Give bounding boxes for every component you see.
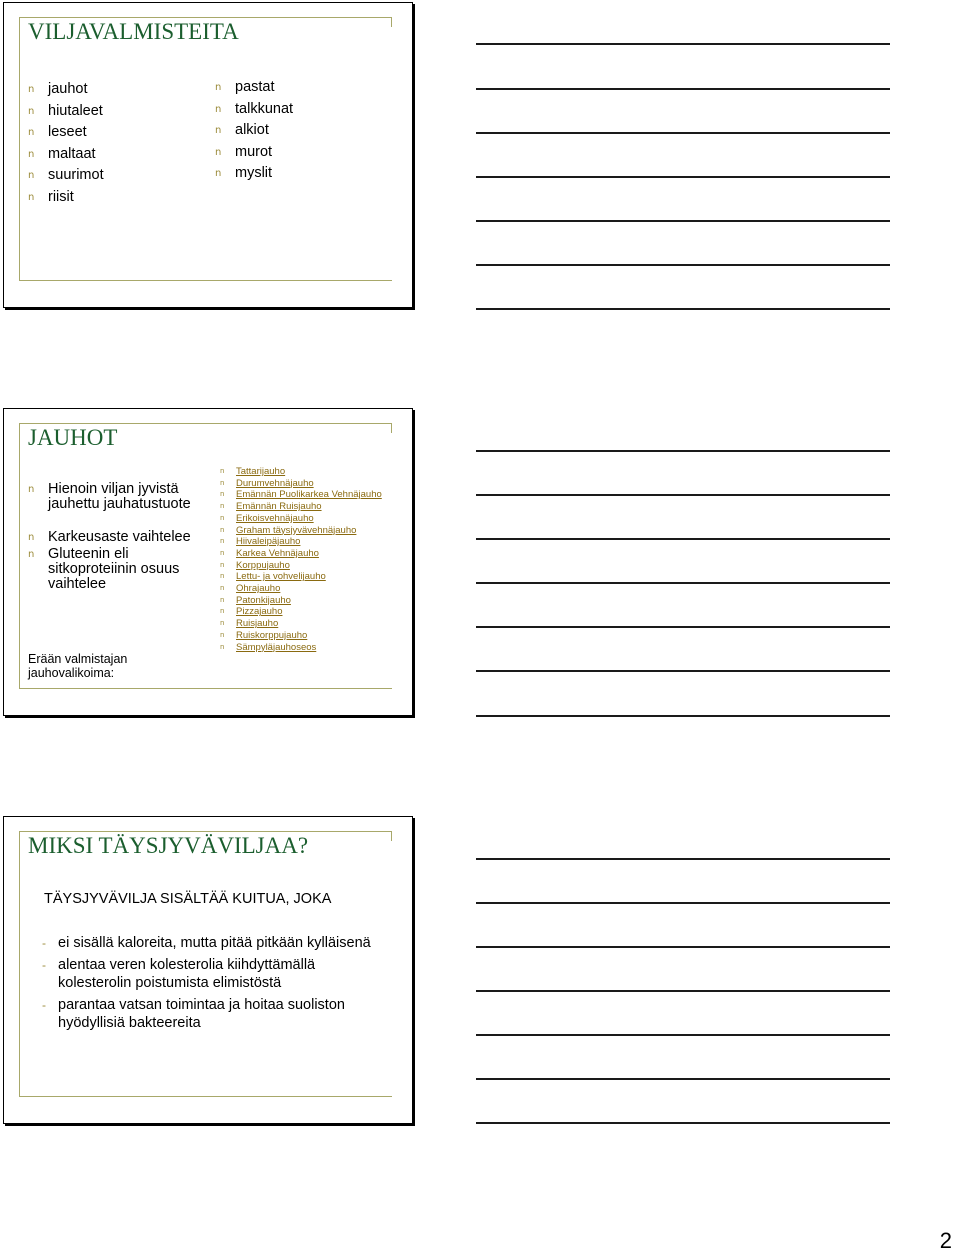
list-item: n myslit: [215, 163, 293, 185]
note-line: [476, 626, 890, 628]
flour-link[interactable]: Emännän Ruisjauho: [236, 501, 322, 513]
list-item: [220, 583, 382, 595]
slide-footer-line: [19, 688, 392, 689]
caption: Erään valmistajan jauhovalikoima:: [28, 652, 128, 680]
slide-footer-line: [19, 280, 392, 281]
bullet-list-left: [28, 79, 104, 208]
slide-subtitle: TÄYSJYVÄVILJA SISÄLTÄÄ KUITUA, JOKA: [44, 891, 332, 907]
slide-title: MIKSI TÄYSJYVÄVILJAA?: [28, 833, 309, 858]
slide-title: JAUHOT: [28, 425, 118, 450]
list-item: [220, 525, 382, 537]
flour-link[interactable]: Ruisjauho: [236, 618, 279, 630]
flour-link[interactable]: Hiivaleipäjauho: [236, 536, 301, 548]
list-item: [220, 618, 382, 630]
flour-link[interactable]: Ruiskorppujauho: [236, 629, 308, 641]
list-item: n riisit: [28, 187, 104, 209]
note-line: [476, 264, 890, 266]
list-item: n jauhot: [28, 79, 104, 101]
note-line: [476, 308, 890, 310]
slide-footer-line: [19, 1096, 392, 1097]
slide-title: VILJAVALMISTEITA: [28, 19, 239, 44]
list-item: n suurimot: [28, 165, 104, 187]
note-line: [476, 670, 890, 672]
dash-list: [42, 934, 392, 1036]
note-line: [476, 43, 890, 45]
note-line: [476, 1122, 890, 1124]
list-item: n maltaat: [28, 144, 104, 166]
list-item: [220, 571, 382, 583]
flour-link[interactable]: Lettu- ja vohvelijauho: [236, 571, 326, 583]
page-number: 2: [939, 1228, 952, 1253]
list-item: n pastat: [215, 77, 293, 99]
list-item: n hiutaleet: [28, 101, 104, 123]
flour-link-list: [220, 466, 382, 653]
list-item: [220, 501, 382, 513]
list-item: [220, 630, 382, 642]
note-line: [476, 176, 890, 178]
list-item: [220, 595, 382, 607]
flour-link[interactable]: Korppujauho: [236, 559, 290, 571]
note-line: [476, 450, 890, 452]
list-item: n Hienoin viljan jyvistä jauhettu jauhatustuote: [28, 482, 203, 512]
list-item: [220, 536, 382, 548]
note-line: [476, 494, 890, 496]
flour-link[interactable]: Erikoisvehnäjauho: [236, 512, 314, 524]
flour-link[interactable]: Patonkijauho: [236, 594, 291, 606]
list-item: n Karkeusaste vaihtelee: [28, 530, 203, 545]
bullet-list-main: [28, 482, 203, 592]
slide-miksi-taysjyvaviljaa: [3, 816, 413, 1124]
flour-link[interactable]: Sämpyläjauhoseos: [236, 641, 317, 653]
flour-link[interactable]: Durumvehnäjauho: [236, 477, 314, 489]
flour-link[interactable]: Tattarijauho: [236, 466, 286, 477]
list-item: n alkiot: [215, 120, 293, 142]
flour-link[interactable]: Emännän Puolikarkea Vehnäjauho: [236, 489, 382, 501]
note-line: [476, 132, 890, 134]
list-item: [220, 478, 382, 490]
list-item: [220, 642, 382, 654]
list-item: [220, 560, 382, 572]
slide-jauhot: [3, 408, 413, 716]
flour-link[interactable]: Graham täysjyvävehnäjauho: [236, 524, 357, 536]
note-line: [476, 220, 890, 222]
list-item: n murot: [215, 142, 293, 164]
note-line: [476, 990, 890, 992]
note-line: [476, 88, 890, 90]
list-item: [220, 466, 382, 478]
flour-link[interactable]: Ohrajauho: [236, 583, 281, 595]
list-item: - ei sisällä kaloreita, mutta pitää pitkään kylläisenä: [42, 934, 392, 952]
list-item: [220, 548, 382, 560]
list-item: n Gluteenin eli sitkoproteiinin osuus vaihtelee: [28, 547, 203, 592]
list-item: [220, 489, 382, 501]
list-item: - parantaa vatsan toimintaa ja hoitaa suoliston hyödyllisiä bakteereita: [42, 996, 392, 1032]
list-item: n leseet: [28, 122, 104, 144]
flour-link[interactable]: Karkea Vehnäjauho: [236, 547, 319, 559]
list-item: [220, 513, 382, 525]
list-item: - alentaa veren kolesterolia kiihdyttämällä kolesterolin poistumista elimistöstä: [42, 956, 392, 992]
note-line: [476, 538, 890, 540]
list-item: n talkkunat: [215, 99, 293, 121]
bullet-list-right: [215, 77, 293, 185]
flour-link[interactable]: Pizzajauho: [236, 606, 283, 618]
note-line: [476, 858, 890, 860]
note-line: [476, 1078, 890, 1080]
note-line: [476, 715, 890, 717]
note-line: [476, 946, 890, 948]
list-item: [220, 606, 382, 618]
note-line: [476, 582, 890, 584]
slide-viljavalmisteita: [3, 2, 413, 308]
note-line: [476, 902, 890, 904]
note-line: [476, 1034, 890, 1036]
